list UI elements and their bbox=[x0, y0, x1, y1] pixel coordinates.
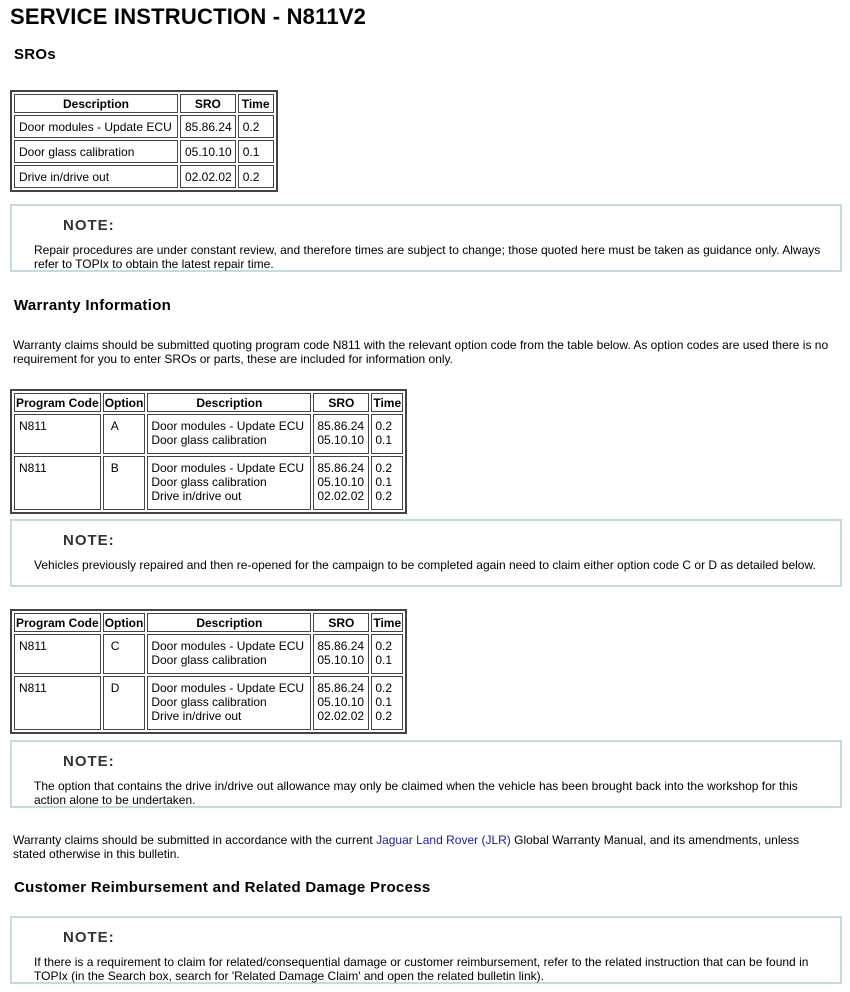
note-text: The option that contains the drive in/drive out allowance may only be claimed when the vehicle has been brought back into the workshop for this action alone to be undertaken. bbox=[34, 779, 798, 807]
note-text: If there is a requirement to claim for related/consequential damage or customer reimbursement, refer to the related instruction that can be found in TOPIx (in the Search box, search for 'Related Damage Claim' and open the related bulletin link). bbox=[34, 955, 809, 983]
warranty-closing bbox=[13, 833, 833, 861]
program-code: N811 bbox=[14, 414, 101, 454]
time-line: 0.2 bbox=[375, 419, 393, 433]
sro-line: 05.10.10 bbox=[317, 475, 365, 489]
column-header: Time bbox=[371, 393, 403, 412]
column-header: Time bbox=[371, 613, 403, 632]
note-box bbox=[10, 519, 842, 587]
column-header: Time bbox=[238, 94, 274, 113]
table-row bbox=[14, 140, 274, 163]
sro-line: 02.02.02 bbox=[317, 709, 365, 723]
note-box bbox=[10, 204, 842, 272]
time-cell bbox=[371, 676, 403, 730]
sro-time: 0.2 bbox=[238, 115, 274, 138]
description-cell bbox=[147, 414, 311, 454]
time-line: 0.1 bbox=[375, 475, 393, 489]
note-label: NOTE: bbox=[63, 532, 115, 549]
column-header: Program Code bbox=[14, 393, 101, 412]
table-row bbox=[14, 165, 274, 188]
time-line: 0.2 bbox=[375, 709, 393, 723]
warranty-intro: Warranty claims should be submitted quoting program code N811 with the relevant option code from the table below. As option codes are used there is no requirement for you to enter SROs or parts, these are included for information only. bbox=[13, 338, 829, 366]
note-box bbox=[10, 916, 842, 984]
sros-heading: SROs bbox=[14, 46, 57, 63]
sro-cell bbox=[313, 676, 369, 730]
sro-cell bbox=[313, 414, 369, 454]
customer-heading: Customer Reimbursement and Related Damage Process bbox=[14, 879, 431, 896]
description-cell bbox=[147, 634, 311, 674]
time-cell bbox=[371, 414, 403, 454]
time-line: 0.2 bbox=[375, 461, 393, 475]
sro-time: 0.2 bbox=[238, 165, 274, 188]
description-line: Door glass calibration bbox=[151, 475, 267, 489]
column-header: SRO bbox=[313, 393, 369, 412]
sro-cell bbox=[313, 456, 369, 510]
table-row bbox=[14, 115, 274, 138]
time-line: 0.1 bbox=[375, 433, 393, 447]
time-line: 0.2 bbox=[375, 489, 393, 503]
option-code: D bbox=[103, 676, 146, 730]
sro-description: Drive in/drive out bbox=[14, 165, 178, 188]
time-cell bbox=[371, 634, 403, 674]
sro-line: 05.10.10 bbox=[317, 653, 365, 667]
time-line: 0.1 bbox=[375, 653, 393, 667]
column-header: SRO bbox=[313, 613, 369, 632]
column-header: Option bbox=[103, 393, 146, 412]
warranty-heading: Warranty Information bbox=[14, 297, 172, 314]
description-cell bbox=[147, 456, 311, 510]
column-header: Program Code bbox=[14, 613, 101, 632]
description-cell bbox=[147, 676, 311, 730]
table-row bbox=[14, 634, 403, 674]
note-box bbox=[10, 740, 842, 808]
sros-table bbox=[10, 90, 278, 192]
jlr-link[interactable]: Jaguar Land Rover (JLR) bbox=[376, 833, 511, 847]
column-header: Description bbox=[14, 94, 178, 113]
column-header: SRO bbox=[180, 94, 236, 113]
description-line: Door glass calibration bbox=[151, 695, 267, 709]
description-line: Door modules - Update ECU bbox=[151, 461, 305, 475]
sro-code: 02.02.02 bbox=[180, 165, 236, 188]
option-code: C bbox=[103, 634, 146, 674]
warranty-table-options-ab bbox=[10, 389, 407, 514]
sro-line: 05.10.10 bbox=[317, 433, 365, 447]
table-row bbox=[14, 456, 403, 510]
table-row bbox=[14, 676, 403, 730]
column-header: Option bbox=[103, 613, 146, 632]
sro-description: Door modules - Update ECU bbox=[14, 115, 178, 138]
description-line: Door glass calibration bbox=[151, 433, 267, 447]
time-line: 0.2 bbox=[375, 639, 393, 653]
time-line: 0.1 bbox=[375, 695, 393, 709]
description-line: Drive in/drive out bbox=[151, 489, 242, 503]
page-title: SERVICE INSTRUCTION - N811V2 bbox=[10, 4, 367, 29]
sro-cell bbox=[313, 634, 369, 674]
sro-description: Door glass calibration bbox=[14, 140, 178, 163]
note-text: Repair procedures are under constant review, and therefore times are subject to change; those quoted here must be taken as guidance only. Always refer to TOPIx to obtain the latest repair time. bbox=[34, 243, 821, 271]
time-cell bbox=[371, 456, 403, 510]
program-code: N811 bbox=[14, 634, 101, 674]
column-header: Description bbox=[147, 393, 311, 412]
sro-code: 05.10.10 bbox=[180, 140, 236, 163]
description-line: Door modules - Update ECU bbox=[151, 639, 305, 653]
note-label: NOTE: bbox=[63, 753, 115, 770]
option-code: A bbox=[103, 414, 146, 454]
table-row bbox=[14, 414, 403, 454]
warranty-table-options-cd bbox=[10, 609, 407, 734]
closing-text-before: Warranty claims should be submitted in accordance with the current bbox=[13, 833, 377, 847]
option-code: B bbox=[103, 456, 146, 510]
sro-line: 85.86.24 bbox=[317, 639, 365, 653]
description-line: Drive in/drive out bbox=[151, 709, 242, 723]
sro-line: 05.10.10 bbox=[317, 695, 365, 709]
description-line: Door modules - Update ECU bbox=[151, 681, 305, 695]
program-code: N811 bbox=[14, 676, 101, 730]
note-label: NOTE: bbox=[63, 929, 115, 946]
sro-line: 85.86.24 bbox=[317, 461, 365, 475]
sro-code: 85.86.24 bbox=[180, 115, 236, 138]
sro-line: 02.02.02 bbox=[317, 489, 365, 503]
note-text: Vehicles previously repaired and then re-opened for the campaign to be completed again need to claim either option code C or D as detailed below. bbox=[34, 558, 816, 572]
description-line: Door modules - Update ECU bbox=[151, 419, 305, 433]
time-line: 0.2 bbox=[375, 681, 393, 695]
sro-time: 0.1 bbox=[238, 140, 274, 163]
description-line: Door glass calibration bbox=[151, 653, 267, 667]
sro-line: 85.86.24 bbox=[317, 419, 365, 433]
column-header: Description bbox=[147, 613, 311, 632]
note-label: NOTE: bbox=[63, 217, 115, 234]
program-code: N811 bbox=[14, 456, 101, 510]
closing-text-after: Global Warranty Manual, and its amendments, unless stated otherwise in this bulletin. bbox=[13, 833, 800, 861]
sro-line: 85.86.24 bbox=[317, 681, 365, 695]
